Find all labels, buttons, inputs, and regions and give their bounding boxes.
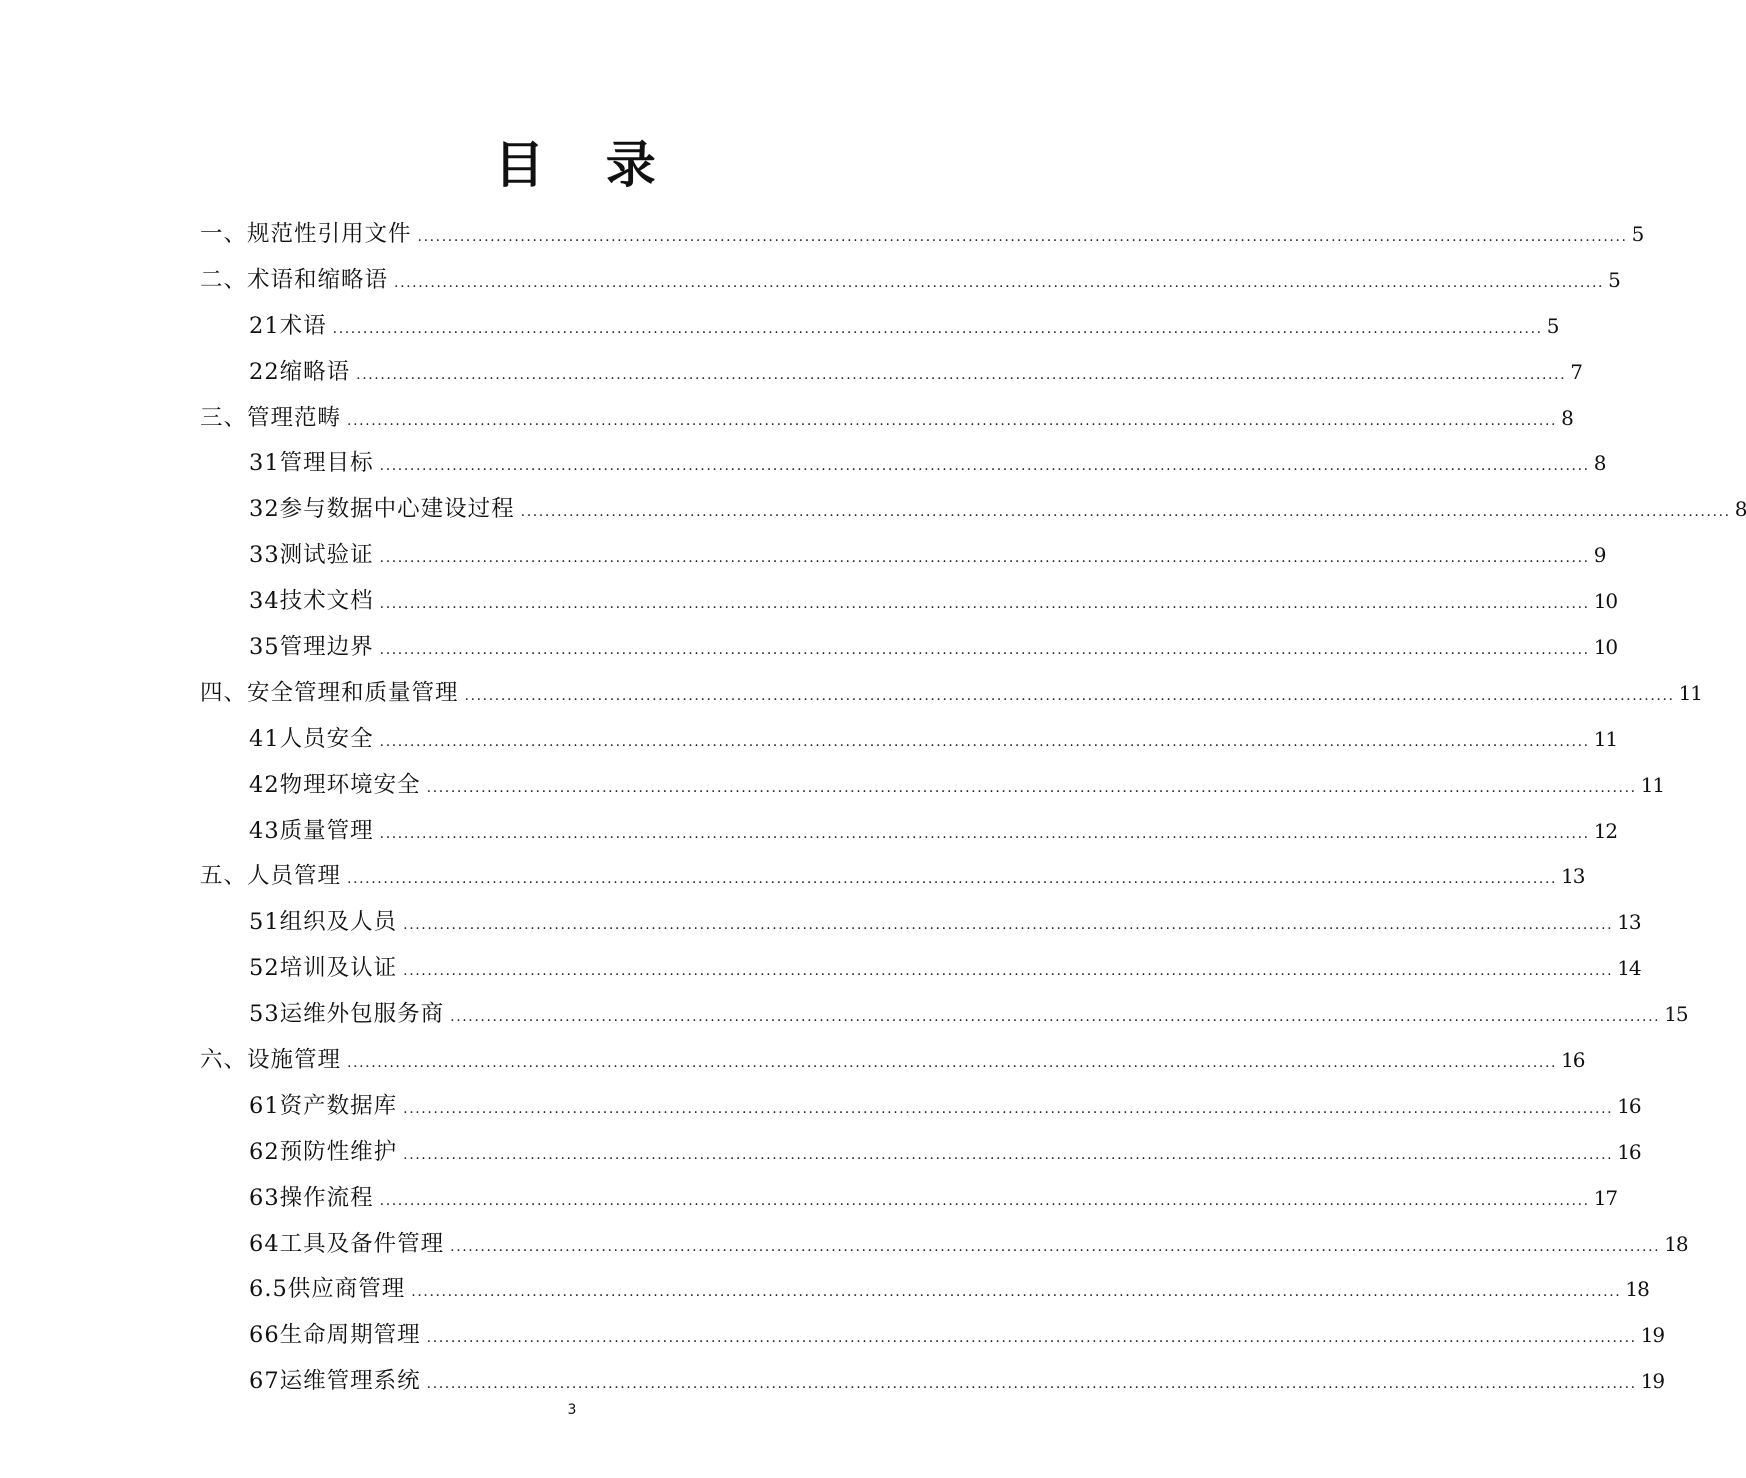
toc-entry-page: 7 [1570, 359, 1582, 384]
toc-entry-label: 21术语 [249, 312, 327, 339]
toc-entry-label: 66生命周期管理 [249, 1322, 421, 1349]
toc-section-entry[interactable] [200, 717, 1618, 763]
toc-entry-label: 四、安全管理和质量管理 [200, 679, 459, 706]
toc-chapter-entry[interactable] [200, 671, 1703, 717]
toc-entry-label: 61资产数据库 [249, 1092, 398, 1119]
toc-section-entry[interactable] [200, 487, 1746, 533]
toc-dot-leader: ........................................................................................................................................................................................................ [347, 1055, 1558, 1072]
toc-entry-page: 16 [1617, 1093, 1641, 1118]
toc-dot-leader: ........................................................................................................................................................................................................ [403, 1100, 1614, 1117]
toc-section-entry[interactable] [200, 1313, 1665, 1359]
toc-entry-label: 67运维管理系统 [249, 1368, 421, 1395]
toc-entry-page: 15 [1664, 1002, 1688, 1027]
toc-entry-page: 11 [1640, 772, 1665, 797]
toc-entry-label: 32参与数据中心建设过程 [249, 496, 515, 523]
toc-entry-label: 42物理环境安全 [249, 771, 421, 798]
toc-dot-leader: ........................................................................................................................................................................................................ [347, 412, 1558, 429]
toc-entry-page: 5 [1608, 267, 1620, 292]
toc-dot-leader: ........................................................................................................................................................................................................ [426, 1330, 1637, 1347]
toc-entry-page: 19 [1640, 1369, 1665, 1394]
toc-entry-page: 19 [1640, 1323, 1665, 1348]
toc-entry-label: 三、管理范畴 [200, 404, 342, 431]
toc-dot-leader: ........................................................................................................................................................................................................ [379, 1192, 1590, 1209]
toc-section-entry[interactable] [200, 304, 1559, 350]
toc-entry-label: 31管理目标 [249, 450, 374, 477]
toc-section-entry[interactable] [200, 1176, 1618, 1222]
toc-section-entry[interactable] [200, 946, 1641, 992]
toc-dot-leader: ........................................................................................................................................................................................................ [394, 274, 1605, 291]
toc-entry-page: 5 [1546, 313, 1559, 338]
toc-section-entry[interactable] [200, 1267, 1649, 1313]
toc-entry-page: 9 [1593, 543, 1606, 568]
toc-entry-page: 18 [1625, 1277, 1649, 1302]
toc-dot-leader: ........................................................................................................................................................................................................ [450, 1009, 1661, 1026]
toc-chapter-entry[interactable] [200, 258, 1620, 304]
toc-entry-page: 16 [1561, 1048, 1585, 1073]
toc-section-entry[interactable] [200, 763, 1665, 809]
toc-entry-label: 二、术语和缩略语 [200, 266, 389, 293]
toc-entry-page: 10 [1593, 589, 1618, 614]
toc-entry-page: 12 [1593, 818, 1618, 843]
toc-entry-page: 16 [1617, 1139, 1641, 1164]
toc-entry-page: 11 [1678, 680, 1703, 705]
toc-dot-leader: ........................................................................................................................................................................................................ [450, 1238, 1661, 1255]
toc-entry-label: 63操作流程 [249, 1184, 374, 1211]
toc-entry-label: 22缩略语 [249, 358, 351, 385]
toc-dot-leader: ........................................................................................................................................................................................................ [464, 687, 1675, 704]
toc-chapter-entry[interactable] [200, 396, 1573, 442]
toc-section-entry[interactable] [200, 625, 1618, 671]
toc-dot-leader: ........................................................................................................................................................................................................ [403, 963, 1614, 980]
toc-section-entry[interactable] [200, 533, 1606, 579]
toc-entry-label: 41人员安全 [249, 725, 374, 752]
toc-entry-page: 11 [1593, 726, 1618, 751]
toc-entry-label: 6.5供应商管理 [249, 1276, 406, 1303]
toc-dot-leader: ........................................................................................................................................................................................................ [379, 550, 1590, 567]
toc-section-entry[interactable] [200, 1222, 1688, 1268]
toc-section-entry[interactable] [200, 809, 1618, 855]
toc-entry-label: 62预防性维护 [249, 1138, 398, 1165]
toc-dot-leader: ........................................................................................................................................................................................................ [426, 779, 1637, 796]
toc-dot-leader: ........................................................................................................................................................................................................ [403, 1146, 1614, 1163]
toc-chapter-entry[interactable] [200, 854, 1585, 900]
toc-entry-page: 18 [1664, 1231, 1688, 1256]
toc-dot-leader: ........................................................................................................................................................................................................ [379, 825, 1590, 842]
toc-dot-leader: ........................................................................................................................................................................................................ [332, 320, 1543, 337]
table-of-contents [200, 212, 1746, 1405]
toc-entry-label: 35管理边界 [249, 634, 374, 661]
toc-dot-leader: ........................................................................................................................................................................................................ [356, 366, 1567, 383]
toc-entry-label: 34技术文档 [249, 588, 374, 615]
toc-dot-leader: ........................................................................................................................................................................................................ [379, 596, 1590, 613]
toc-entry-label: 33测试验证 [249, 542, 374, 569]
toc-entry-label: 一、规范性引用文件 [200, 221, 412, 247]
toc-section-entry[interactable] [200, 900, 1641, 946]
page-title: 目 录 [494, 135, 678, 194]
toc-section-entry[interactable] [200, 579, 1618, 625]
toc-section-entry[interactable] [200, 992, 1688, 1038]
toc-entry-label: 53运维外包服务商 [249, 1001, 445, 1028]
toc-entry-page: 8 [1593, 451, 1606, 476]
toc-section-entry[interactable] [200, 441, 1606, 487]
toc-entry-page: 5 [1631, 222, 1644, 246]
toc-entry-label: 43质量管理 [249, 817, 374, 844]
toc-entry-label: 52培训及认证 [249, 955, 398, 982]
toc-dot-leader: ........................................................................................................................................................................................................ [379, 642, 1590, 659]
toc-entry-label: 五、人员管理 [200, 863, 342, 890]
toc-entry-label: 64工具及备件管理 [249, 1230, 445, 1257]
toc-entry-label: 51组织及人员 [249, 909, 398, 936]
toc-entry-page: 8 [1734, 497, 1746, 522]
toc-dot-leader: ........................................................................................................................................................................................................ [379, 458, 1590, 475]
toc-dot-leader: ........................................................................................................................................................................................................ [347, 871, 1558, 888]
toc-dot-leader: ........................................................................................................................................................................................................ [426, 1376, 1637, 1393]
toc-dot-leader: ........................................................................................................................................................................................................ [403, 917, 1614, 934]
toc-section-entry[interactable] [200, 1084, 1641, 1130]
toc-section-entry[interactable] [200, 1359, 1665, 1405]
toc-dot-leader: ........................................................................................................................................................................................................ [520, 504, 1731, 521]
toc-section-entry[interactable] [200, 1130, 1641, 1176]
toc-chapter-entry[interactable] [200, 1038, 1585, 1084]
toc-entry-page: 13 [1561, 864, 1585, 889]
toc-entry-page: 8 [1561, 405, 1573, 430]
toc-dot-leader: ........................................................................................................................................................................................................ [417, 229, 1628, 245]
toc-entry-page: 13 [1617, 910, 1641, 935]
toc-entry-page: 14 [1617, 956, 1641, 981]
toc-entry-page: 10 [1593, 635, 1618, 660]
page-number: 3 [567, 1402, 577, 1418]
toc-entry-label: 六、设施管理 [200, 1047, 342, 1074]
toc-entry-page: 17 [1593, 1185, 1618, 1210]
toc-dot-leader: ........................................................................................................................................................................................................ [379, 733, 1590, 750]
toc-chapter-entry[interactable] [200, 212, 1644, 258]
toc-section-entry[interactable] [200, 350, 1582, 396]
toc-dot-leader: ........................................................................................................................................................................................................ [411, 1284, 1622, 1301]
